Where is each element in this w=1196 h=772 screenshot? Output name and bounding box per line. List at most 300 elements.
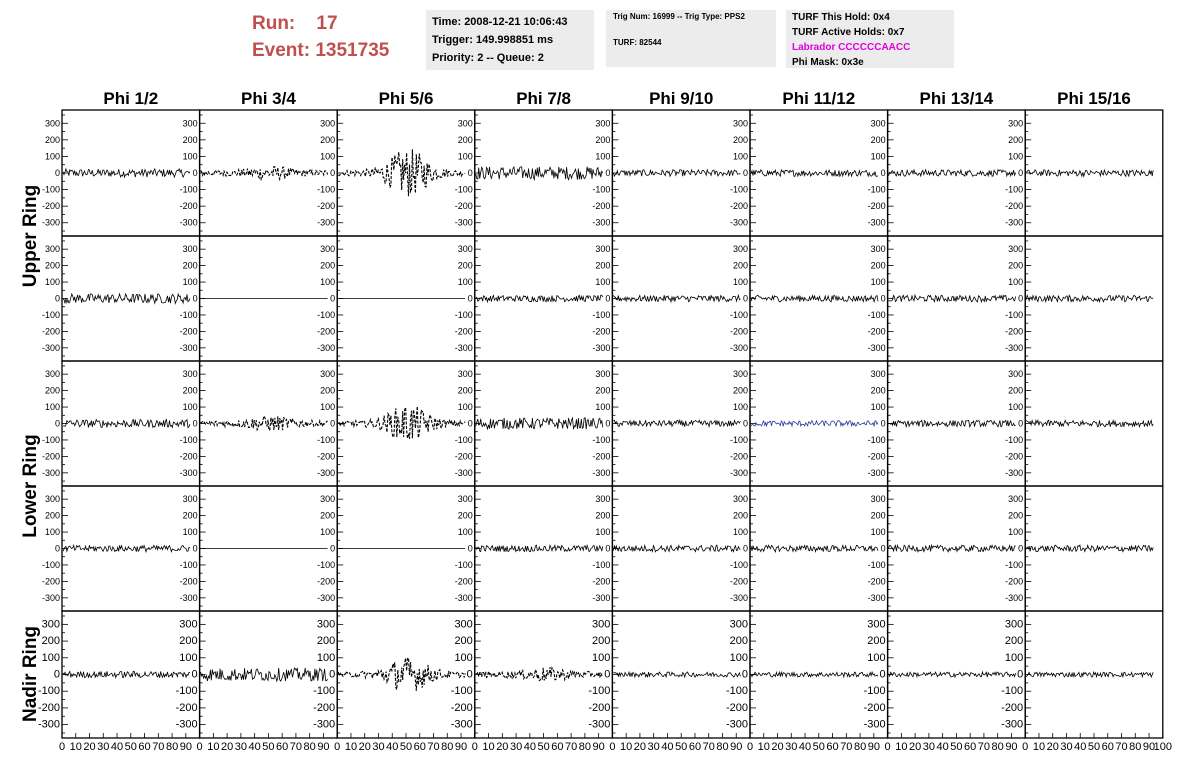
- y-tick-label: 200: [729, 635, 748, 648]
- y-tick-label: -300: [592, 342, 611, 353]
- x-tick-label: 30: [1060, 741, 1073, 753]
- y-tick-label: 300: [732, 118, 748, 129]
- x-tick-label: 60: [826, 741, 839, 753]
- y-tick-label: 300: [1008, 118, 1024, 129]
- y-tick-label: 100: [44, 151, 60, 162]
- y-tick-label: 0: [330, 168, 336, 178]
- y-tick-label: 0: [605, 293, 611, 304]
- y-tick-label: 100: [595, 277, 611, 288]
- turf-active-text: TURF Active Holds: 0x7: [792, 27, 905, 38]
- waveform-line: [63, 671, 190, 678]
- y-tick-label: 300: [454, 618, 473, 631]
- y-tick-label: -300: [454, 592, 473, 603]
- ring-label: Lower Ring: [20, 434, 41, 538]
- y-tick-label: -300: [1005, 217, 1024, 228]
- y-tick-label: -200: [41, 201, 60, 212]
- ring-label: Nadir Ring: [20, 625, 41, 723]
- y-tick-label: 100: [44, 402, 60, 413]
- y-tick-label: 300: [182, 244, 198, 255]
- y-tick-label: 300: [44, 369, 60, 380]
- y-tick-label: 0: [605, 543, 611, 554]
- y-tick-label: -300: [317, 592, 336, 603]
- y-tick-label: -100: [1005, 559, 1024, 570]
- x-tick-label: 20: [633, 741, 647, 753]
- x-tick-label: 90: [1005, 741, 1018, 753]
- y-tick-label: -100: [729, 559, 748, 570]
- y-tick-label: -100: [592, 309, 611, 320]
- x-tick-label: 60: [276, 741, 289, 753]
- y-tick-label: -100: [317, 184, 336, 195]
- y-tick-label: 100: [732, 151, 748, 162]
- x-tick-label: 0: [609, 741, 616, 753]
- y-tick-label: 0: [879, 668, 886, 681]
- y-tick-label: 300: [595, 494, 611, 505]
- waveform-line: [613, 295, 740, 302]
- y-tick-label: 300: [732, 244, 748, 255]
- y-tick-label: -100: [1005, 434, 1024, 445]
- y-tick-label: 200: [182, 385, 198, 396]
- y-tick-label: -200: [179, 451, 198, 462]
- y-tick-label: -300: [37, 718, 60, 731]
- y-tick-label: -200: [592, 451, 611, 462]
- y-tick-label: -100: [41, 184, 60, 195]
- y-tick-label: -200: [41, 576, 60, 587]
- waveform-line: [201, 167, 328, 180]
- y-tick-label: 200: [182, 260, 198, 271]
- y-tick-label: 100: [182, 151, 198, 162]
- y-tick-label: -300: [863, 718, 886, 731]
- x-tick-label: 30: [647, 741, 660, 753]
- y-tick-label: 200: [870, 134, 886, 145]
- y-tick-label: 200: [592, 635, 611, 648]
- y-tick-label: 200: [182, 134, 198, 145]
- y-tick-label: -300: [729, 592, 748, 603]
- waveform-line: [751, 170, 878, 176]
- x-tick-label: 20: [908, 741, 922, 753]
- y-tick-label: 200: [595, 260, 611, 271]
- x-tick-label: 40: [386, 741, 399, 753]
- y-tick-label: 200: [44, 385, 60, 396]
- y-tick-label: 0: [54, 418, 60, 429]
- x-tick-label: 20: [771, 741, 784, 753]
- y-tick-label: -200: [454, 201, 473, 212]
- y-tick-label: -200: [37, 701, 60, 714]
- x-tick-label: 40: [936, 741, 949, 753]
- x-tick-label: 100: [1153, 741, 1172, 753]
- y-tick-label: -200: [317, 451, 336, 462]
- y-tick-label: 0: [604, 668, 611, 681]
- waveform-line: [201, 668, 328, 681]
- y-tick-label: 300: [1008, 369, 1024, 380]
- y-tick-label: 0: [192, 418, 198, 429]
- y-tick-label: -200: [454, 326, 473, 337]
- y-tick-label: 0: [741, 668, 748, 681]
- y-tick-label: 0: [742, 293, 748, 304]
- y-tick-label: 200: [320, 134, 336, 145]
- y-tick-label: -200: [179, 326, 198, 337]
- y-tick-label: 0: [330, 418, 336, 429]
- y-tick-label: -200: [41, 451, 60, 462]
- y-tick-label: 200: [182, 510, 198, 521]
- y-tick-label: 200: [595, 385, 611, 396]
- waveform-line: [338, 406, 465, 439]
- y-tick-label: 100: [182, 527, 198, 538]
- y-tick-label: 300: [729, 618, 748, 631]
- y-tick-label: 100: [182, 277, 198, 288]
- y-tick-label: 0: [742, 543, 748, 554]
- y-tick-label: 300: [457, 494, 473, 505]
- y-tick-label: 0: [466, 668, 473, 681]
- x-tick-label: 40: [110, 741, 124, 753]
- x-tick-label: 80: [303, 741, 316, 753]
- waveform-line: [201, 416, 328, 430]
- x-tick-label: 80: [991, 741, 1004, 753]
- waveform-line: [476, 545, 603, 552]
- y-tick-label: 100: [320, 277, 336, 288]
- y-tick-label: -200: [454, 576, 473, 587]
- x-tick-label: 50: [399, 741, 413, 753]
- waveform-line: [1026, 295, 1153, 301]
- waveform-line: [476, 667, 603, 680]
- x-tick-label: 50: [262, 741, 275, 753]
- y-tick-label: 200: [1008, 260, 1024, 271]
- y-tick-label: 100: [1004, 651, 1024, 664]
- x-tick-label: 80: [716, 741, 729, 753]
- y-tick-label: 0: [1018, 418, 1024, 429]
- x-tick-label: 30: [97, 741, 110, 753]
- y-tick-label: 300: [595, 118, 611, 129]
- y-tick-label: 300: [41, 618, 60, 631]
- y-tick-label: -100: [179, 184, 198, 195]
- event-value: 1351735: [315, 40, 390, 61]
- waveform-line: [1026, 420, 1153, 427]
- y-tick-label: 300: [457, 369, 473, 380]
- trig-num-text: Trig Num: 16999 -- Trig Type: PPS2: [613, 12, 745, 21]
- y-tick-label: -200: [592, 326, 611, 337]
- y-tick-label: -100: [592, 434, 611, 445]
- y-tick-label: -200: [1001, 701, 1024, 714]
- y-tick-label: -300: [1005, 467, 1024, 478]
- waveform-line: [63, 294, 190, 304]
- y-tick-label: -300: [867, 592, 886, 603]
- y-tick-label: -300: [1005, 592, 1024, 603]
- x-tick-label: 60: [413, 741, 426, 753]
- y-tick-label: -200: [175, 701, 198, 714]
- y-tick-label: 100: [1008, 527, 1024, 538]
- y-tick-label: -100: [592, 184, 611, 195]
- waveform-line: [476, 295, 603, 302]
- y-tick-label: 300: [595, 244, 611, 255]
- y-tick-label: 300: [457, 118, 473, 129]
- waveform-line: [476, 418, 603, 429]
- x-tick-label: 20: [83, 741, 96, 753]
- y-tick-label: 300: [179, 618, 198, 631]
- x-tick-label: 0: [1022, 741, 1029, 753]
- y-tick-label: 0: [54, 168, 60, 178]
- y-tick-label: 200: [320, 510, 336, 521]
- y-tick-label: -100: [317, 434, 336, 445]
- y-tick-label: 100: [732, 402, 748, 413]
- y-tick-label: 100: [320, 402, 336, 413]
- y-tick-label: 300: [320, 494, 336, 505]
- y-tick-label: -200: [729, 451, 748, 462]
- y-tick-label: 300: [182, 369, 198, 380]
- y-tick-label: 0: [880, 293, 886, 304]
- y-tick-label: -100: [179, 309, 198, 320]
- y-tick-label: -100: [867, 309, 886, 320]
- y-tick-label: -100: [454, 559, 473, 570]
- x-tick-label: 50: [675, 741, 688, 753]
- x-tick-label: 70: [427, 741, 440, 753]
- waveform-line: [889, 170, 1016, 177]
- y-tick-label: 100: [44, 527, 60, 538]
- x-tick-label: 0: [334, 741, 341, 753]
- y-tick-label: 100: [870, 277, 886, 288]
- x-tick-label: 30: [922, 741, 936, 753]
- x-tick-label: 50: [537, 741, 550, 753]
- waveform-line: [889, 420, 1016, 427]
- waveform-line: [751, 295, 878, 302]
- y-tick-label: -100: [179, 559, 198, 570]
- y-tick-label: -200: [729, 576, 748, 587]
- y-tick-label: 300: [320, 244, 336, 255]
- x-tick-label: 0: [58, 741, 66, 753]
- y-tick-label: -200: [592, 201, 611, 212]
- y-tick-label: -100: [863, 685, 886, 698]
- x-tick-label: 80: [853, 741, 867, 753]
- x-tick-label: 20: [1046, 741, 1059, 753]
- y-tick-label: 200: [41, 635, 60, 648]
- y-tick-label: 300: [44, 118, 60, 129]
- y-tick-label: -100: [454, 309, 473, 320]
- y-tick-label: 100: [870, 402, 886, 413]
- y-tick-label: 0: [467, 168, 473, 178]
- x-tick-label: 40: [1074, 741, 1087, 753]
- column-title: Phi 1/2: [103, 89, 159, 108]
- y-tick-label: 0: [467, 293, 473, 304]
- y-tick-label: 0: [329, 668, 336, 681]
- y-tick-label: 200: [457, 510, 473, 521]
- x-tick-label: 80: [165, 741, 179, 753]
- y-tick-label: -200: [867, 201, 886, 212]
- waveform-line: [63, 169, 190, 177]
- x-tick-label: 70: [289, 741, 303, 753]
- y-tick-label: 200: [1004, 635, 1024, 648]
- x-tick-label: 20: [358, 741, 371, 753]
- x-tick-label: 30: [785, 741, 798, 753]
- run-label: Run:: [252, 13, 296, 34]
- y-tick-label: -200: [592, 576, 611, 587]
- y-tick-label: -200: [1005, 451, 1024, 462]
- x-tick-label: 80: [441, 741, 454, 753]
- y-tick-label: 100: [457, 151, 473, 162]
- y-tick-label: -300: [450, 718, 473, 731]
- y-tick-label: 300: [1008, 244, 1024, 255]
- y-tick-label: 0: [53, 668, 60, 681]
- y-tick-label: -100: [1005, 309, 1024, 320]
- x-tick-label: 70: [152, 741, 165, 753]
- y-tick-label: -100: [175, 685, 198, 698]
- y-tick-label: -100: [450, 685, 473, 698]
- x-tick-label: 40: [661, 741, 674, 753]
- y-tick-label: 300: [1008, 494, 1024, 505]
- x-tick-label: 90: [179, 741, 192, 753]
- y-tick-label: -300: [179, 467, 198, 478]
- trigger-text: Trigger: 149.998851 ms: [432, 34, 554, 46]
- waveform-line: [1026, 170, 1153, 176]
- x-tick-label: 10: [344, 741, 358, 753]
- y-tick-label: 100: [44, 277, 60, 288]
- column-title: Phi 11/12: [782, 89, 856, 108]
- y-tick-label: 0: [330, 293, 336, 304]
- waveform-line: [63, 545, 190, 552]
- column-title: Phi 15/16: [1057, 89, 1131, 108]
- y-tick-label: -200: [588, 701, 611, 714]
- column-title: Phi 7/8: [516, 89, 572, 108]
- y-tick-label: 0: [880, 168, 886, 178]
- x-tick-label: 80: [1129, 741, 1142, 753]
- time-text: Time: 2008-12-21 10:06:43: [432, 16, 568, 28]
- y-tick-label: -200: [179, 576, 198, 587]
- y-tick-label: 100: [1008, 277, 1024, 288]
- y-tick-label: -200: [863, 701, 886, 714]
- x-tick-label: 10: [482, 741, 495, 753]
- y-tick-label: 100: [870, 151, 886, 162]
- y-tick-label: -100: [729, 434, 748, 445]
- y-tick-label: 300: [182, 118, 198, 129]
- y-tick-label: -300: [1005, 342, 1024, 353]
- x-tick-label: 10: [895, 741, 908, 753]
- y-tick-label: 200: [44, 510, 60, 521]
- x-tick-label: 0: [471, 741, 478, 753]
- y-tick-label: 300: [870, 494, 886, 505]
- y-tick-label: 200: [316, 635, 336, 648]
- y-tick-label: 100: [179, 651, 198, 664]
- x-tick-label: 30: [234, 741, 248, 753]
- y-tick-label: 300: [182, 494, 198, 505]
- run-value: 17: [316, 13, 338, 34]
- y-tick-label: 100: [870, 527, 886, 538]
- y-tick-label: 200: [179, 635, 198, 648]
- x-tick-label: 90: [867, 741, 880, 753]
- y-tick-label: 0: [467, 543, 473, 554]
- x-tick-label: 90: [1142, 741, 1156, 753]
- y-tick-label: 300: [457, 244, 473, 255]
- y-tick-label: 200: [320, 260, 336, 271]
- y-tick-label: 100: [732, 527, 748, 538]
- waveform-line: [889, 545, 1016, 552]
- y-tick-label: -200: [450, 701, 473, 714]
- turf-hold-text: TURF This Hold: 0x4: [792, 12, 890, 23]
- y-tick-label: -100: [179, 434, 198, 445]
- y-tick-label: -100: [313, 685, 336, 698]
- y-tick-label: 0: [1018, 293, 1024, 304]
- x-tick-label: 60: [138, 741, 151, 753]
- y-tick-label: -300: [41, 342, 60, 353]
- y-tick-label: 0: [1017, 668, 1024, 681]
- y-tick-label: 100: [595, 151, 611, 162]
- event-label: Event:: [252, 40, 311, 61]
- y-tick-label: 300: [595, 369, 611, 380]
- y-tick-label: 100: [732, 277, 748, 288]
- column-title: Phi 3/4: [240, 89, 296, 108]
- y-tick-label: 100: [1008, 402, 1024, 413]
- y-tick-label: -300: [867, 342, 886, 353]
- y-tick-label: -300: [313, 718, 336, 731]
- x-tick-label: 30: [372, 741, 385, 753]
- column-title: Phi 9/10: [649, 89, 714, 108]
- waveform-line: [889, 672, 1016, 677]
- y-tick-label: 0: [1018, 543, 1024, 554]
- y-tick-label: 100: [320, 527, 336, 538]
- y-tick-label: -300: [41, 592, 60, 603]
- y-tick-label: 100: [182, 402, 198, 413]
- y-tick-label: -100: [41, 434, 60, 445]
- y-tick-label: 300: [592, 618, 611, 631]
- x-tick-label: 70: [702, 741, 715, 753]
- y-tick-label: -300: [588, 718, 611, 731]
- y-tick-label: 0: [742, 168, 748, 178]
- waveform-line: [889, 295, 1016, 302]
- waveform-line: [751, 545, 878, 552]
- y-tick-label: -200: [867, 326, 886, 337]
- y-tick-label: -200: [729, 201, 748, 212]
- waveform-line: [476, 167, 603, 180]
- x-tick-label: 90: [730, 741, 743, 753]
- y-tick-label: 0: [742, 418, 748, 429]
- y-tick-label: 200: [732, 260, 748, 271]
- y-tick-label: 200: [732, 134, 748, 145]
- x-tick-label: 10: [207, 741, 220, 753]
- y-tick-label: 0: [1018, 168, 1024, 178]
- y-tick-label: 300: [1004, 618, 1024, 631]
- y-tick-label: -200: [317, 201, 336, 212]
- y-tick-label: 100: [457, 402, 473, 413]
- y-tick-label: -100: [37, 685, 60, 698]
- x-tick-label: 90: [592, 741, 605, 753]
- y-tick-label: -100: [1001, 685, 1024, 698]
- y-tick-label: 100: [457, 527, 473, 538]
- y-tick-label: 100: [320, 151, 336, 162]
- x-tick-label: 0: [746, 741, 754, 753]
- y-tick-label: -200: [313, 701, 336, 714]
- y-tick-label: 200: [870, 510, 886, 521]
- y-tick-label: -100: [41, 309, 60, 320]
- y-tick-label: -200: [729, 326, 748, 337]
- y-tick-label: 300: [870, 369, 886, 380]
- y-tick-label: 300: [732, 369, 748, 380]
- waveform-line: [63, 419, 190, 427]
- y-tick-label: -100: [867, 434, 886, 445]
- turf-text: TURF: 82544: [613, 38, 662, 47]
- x-tick-label: 70: [840, 741, 853, 753]
- y-tick-label: -300: [729, 467, 748, 478]
- x-tick-label: 60: [551, 741, 564, 753]
- x-tick-label: 70: [564, 741, 578, 753]
- waveform-line: [338, 149, 465, 196]
- y-tick-label: 200: [454, 635, 473, 648]
- y-tick-label: 100: [457, 277, 473, 288]
- y-tick-label: 100: [316, 651, 336, 664]
- y-tick-label: -100: [317, 559, 336, 570]
- y-tick-label: -200: [867, 576, 886, 587]
- y-tick-label: 200: [595, 134, 611, 145]
- y-tick-label: -300: [317, 217, 336, 228]
- y-tick-label: 200: [870, 260, 886, 271]
- x-tick-label: 90: [454, 741, 468, 753]
- x-tick-label: 40: [798, 741, 812, 753]
- waveform-line: [1026, 545, 1153, 551]
